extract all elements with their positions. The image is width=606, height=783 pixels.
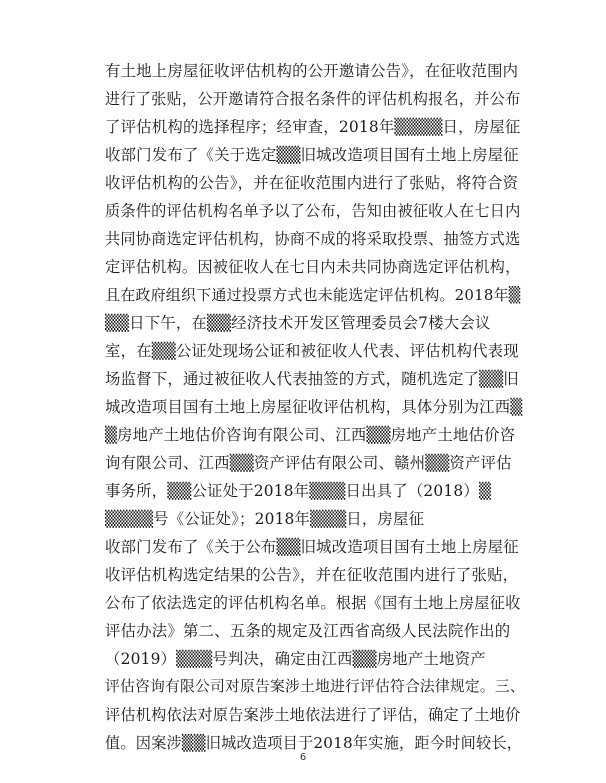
body-text-line: 共同协商选定评估机构，协商不成的将采取投票、抽签方式选 bbox=[105, 230, 521, 248]
body-text-line: 值。因案涉▒▒旧城改造项目于2018年实施，距今时间较长， bbox=[105, 734, 523, 752]
body-text-line: ▒▒▒▒号《公证处》；2018年▒▒▒日，房屋征 bbox=[105, 510, 425, 528]
body-text-line: 评估机构依法对原告案涉土地依法进行了评估，确定了土地价 bbox=[105, 706, 521, 724]
body-text-line: 进行了张贴，公开邀请符合报名条件的评估机构报名，并公布 bbox=[105, 90, 521, 108]
body-text-line: 场监督下，通过被征收人代表抽签的方式，随机选定了▒▒旧 bbox=[105, 370, 519, 388]
body-text-line: 且在政府组织下通过投票方式也未能选定评估机构。2018年▒ bbox=[105, 286, 521, 304]
body-text-line: 事务所，▒▒公证处于2018年▒▒▒日出具了（2018）▒ bbox=[105, 482, 492, 500]
body-text-line: 城改造项目国有土地上房屋征收评估机构，具体分别为江西▒ bbox=[105, 398, 523, 416]
body-text-line: 收评估机构的公告》，并在征收范围内进行了张贴，将符合资 bbox=[105, 174, 519, 192]
body-text-line: 室，在▒▒公证处现场公证和被征收人代表、评估机构代表现 bbox=[105, 342, 519, 360]
body-text-line: 评估咨询有限公司对原告案涉土地进行评估符合法律规定。三、 bbox=[105, 678, 525, 695]
body-text-line: ▒房地产土地估价咨询有限公司、江西▒▒房地产土地估价咨 bbox=[105, 426, 516, 444]
body-text-line: 了评估机构的选择程序；经审查，2018年▒▒▒▒日，房屋征 bbox=[105, 118, 521, 136]
body-text-line: 询有限公司、江西▒▒资产评估有限公司、赣州▒▒资产评估 bbox=[105, 454, 512, 472]
body-text-line: ▒▒日下午，在▒▒经济技术开发区管理委员会7楼大会议 bbox=[105, 314, 491, 332]
body-text-line: 收部门发布了《关于公布▒▒旧城改造项目国有土地上房屋征 bbox=[105, 538, 519, 556]
body-text-line: 收部门发布了《关于选定▒▒旧城改造项目国有土地上房屋征 bbox=[105, 146, 519, 164]
body-text-line: 公布了依法选定的评估机构名单。根据《国有土地上房屋征收 bbox=[105, 594, 521, 612]
body-text-line: 质条件的评估机构名单予以了公布，告知由被征收人在七日内 bbox=[105, 202, 521, 220]
body-text-line: 收评估机构选定结果的公告》，并在征收范围内进行了张贴， bbox=[105, 566, 519, 584]
body-text-line: （2019）▒▒▒号判决，确定由江西▒▒房地产土地资产 bbox=[105, 650, 486, 668]
body-text-line: 有土地上房屋征收评估机构的公开邀请公告》，在征收范围内 bbox=[105, 62, 519, 80]
body-text-line: 评估办法》第二、五条的规定及江西省高级人民法院作出的 bbox=[105, 622, 511, 640]
page-number: 6 bbox=[299, 752, 307, 763]
body-text-line: 定评估机构。因被征收人在七日内未共同协商选定评估机构， bbox=[105, 258, 521, 276]
